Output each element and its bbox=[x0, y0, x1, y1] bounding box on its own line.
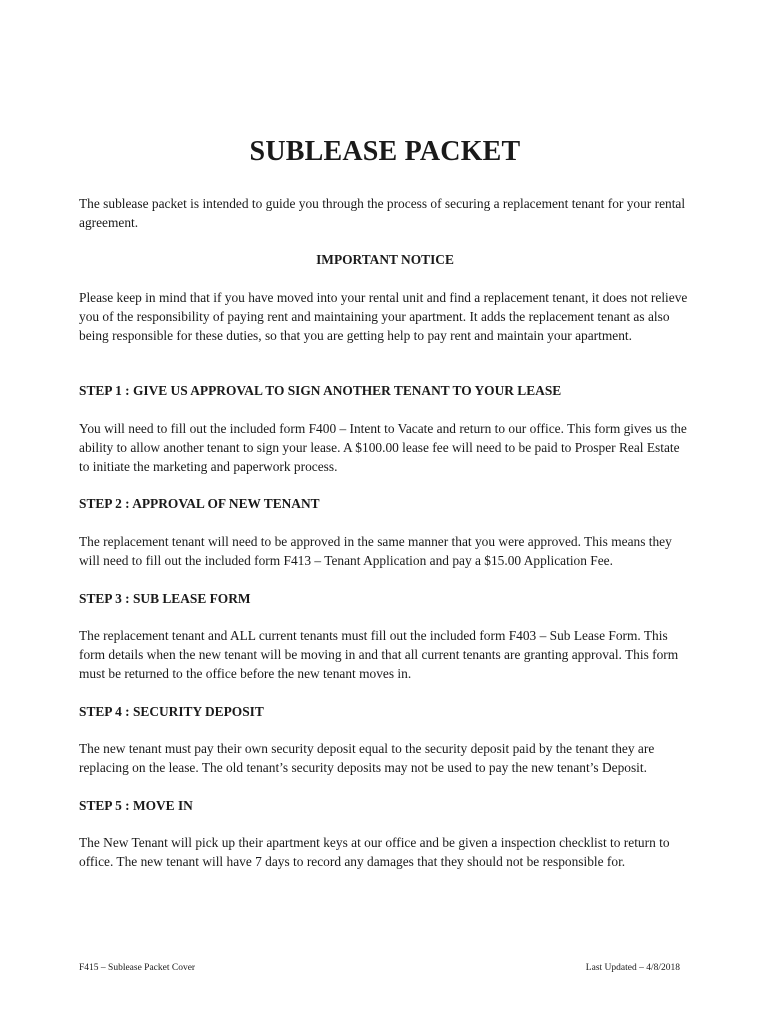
step-2-heading: STEP 2 : APPROVAL OF NEW TENANT bbox=[79, 496, 320, 511]
footer-form-label: F415 – Sublease Packet Cover bbox=[79, 963, 196, 973]
notice-paragraph: Please keep in mind that if you have moved into your rental unit and find a replacement tenant, it does not relieve you of the responsibility of paying rent and maintaining your apartment. It adds the replacement tenant as also being responsible for these duties, so that you are getting help to pay rent and maintain your apartment. bbox=[79, 290, 688, 343]
step-2-text: The replacement tenant will need to be approved in the same manner that you were approved. This means they will need to fill out the included form F413 – Tenant Application and pay a $15.00 Application Fee. bbox=[79, 534, 672, 568]
step-3-text: The replacement tenant and ALL current tenants must fill out the included form F403 – Sub Lease Form. This form details when the new tenant will be moving in and that all current tenants are granting approval. This form must be returned to the office before the new tenant moves in. bbox=[79, 628, 679, 681]
step-4-heading: STEP 4 : SECURITY DEPOSIT bbox=[79, 704, 264, 719]
step-5-heading: STEP 5 : MOVE IN bbox=[79, 798, 193, 813]
intro-paragraph: The sublease packet is intended to guide you through the process of securing a replacement tenant for your rental agreement. bbox=[79, 196, 686, 230]
notice-heading: IMPORTANT NOTICE bbox=[316, 252, 454, 267]
footer-last-updated: Last Updated – 4/8/2018 bbox=[585, 963, 680, 973]
step-3-heading: STEP 3 : SUB LEASE FORM bbox=[79, 591, 251, 606]
step-5-text: The New Tenant will pick up their apartment keys at our office and be given a inspection checklist to return to office. The new tenant will have 7 days to record any damages that they should not be responsible for. bbox=[79, 835, 670, 869]
page-title: SUBLEASE PACKET bbox=[249, 136, 521, 167]
step-1-text: You will need to fill out the included form F400 – Intent to Vacate and return to our office. This form gives us the ability to allow another tenant to sign your lease. A $100.00 lease fee will need to be paid to Prosper Real Estate to initiate the marketing and paperwork process. bbox=[79, 421, 687, 474]
step-1-heading: STEP 1 : GIVE US APPROVAL TO SIGN ANOTHER TENANT TO YOUR LEASE bbox=[79, 383, 562, 398]
step-4-text: The new tenant must pay their own security deposit equal to the security deposit paid by the tenant they are replacing on the lease. The old tenant’s security deposits may not be used to pay the new tenant’s Deposit. bbox=[79, 741, 655, 775]
